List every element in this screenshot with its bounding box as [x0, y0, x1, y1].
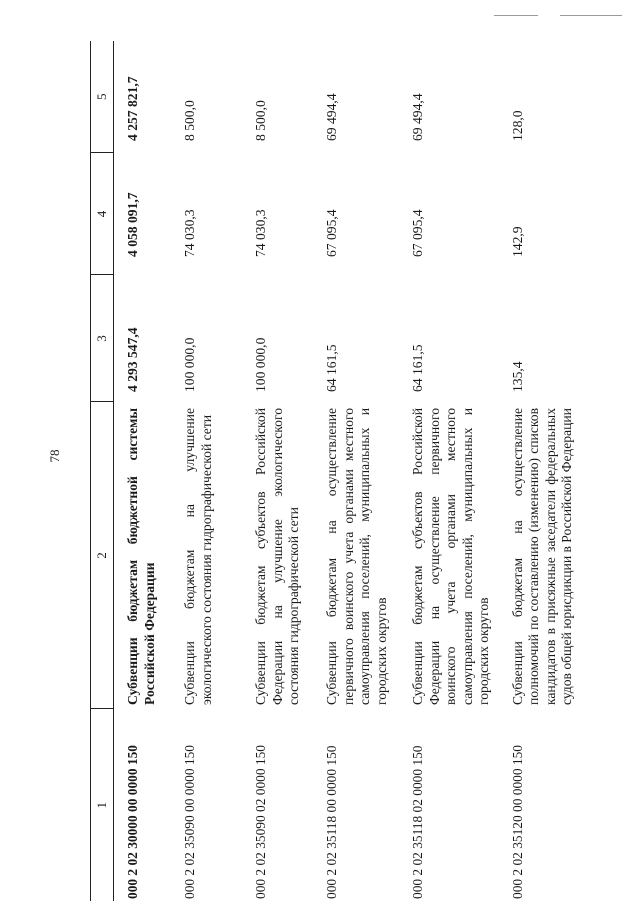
header-col-3: 3 [91, 275, 114, 402]
budget-code: 000 2 02 35120 00 0000 150 [509, 745, 525, 899]
budget-code: 000 2 02 30000 00 0000 150 [125, 745, 140, 899]
amount-col-4: 4 058 091,7 [125, 192, 140, 257]
amount-col-5: 69 494,4 [324, 93, 339, 141]
scan-edge-line [494, 15, 538, 16]
item-description: Субвенции бюджетам на осуществление первичного воинского учета органами местного самоуправления поселений, муниципальных и городских округов [324, 408, 389, 705]
item-description: Субвенции бюджетам субъектов Российской Федерации на осуществление первичного воинского учета органами местного самоуправления поселений, муниципальных и городских округов [410, 408, 491, 705]
budget-code: 000 2 02 35118 00 0000 150 [324, 745, 339, 899]
table-row [242, 41, 315, 901]
table-row [114, 41, 170, 901]
page-number: 78 [47, 449, 62, 463]
header-col-1: 1 [91, 709, 114, 901]
header-row [91, 41, 114, 901]
table-row [315, 41, 404, 901]
amount-col-3: 135,4 [509, 361, 525, 392]
amount-col-4: 74 030,3 [253, 209, 268, 257]
amount-col-5: 8 500,0 [182, 100, 197, 141]
amount-col-4: 67 095,4 [410, 209, 425, 257]
scan-edge-line [560, 15, 622, 16]
table-row [169, 41, 242, 901]
amount-col-5: 4 257 821,7 [125, 76, 140, 141]
budget-code: 000 2 02 35090 00 0000 150 [182, 745, 197, 899]
item-description: Субвенции бюджетам на осуществление полномочий по составлению (изменению) списков кандидатов в присяжные заседатели федеральных судов общей юрисдикции в Российской Федерации [509, 408, 574, 705]
budget-code: 000 2 02 35090 02 0000 150 [253, 745, 268, 899]
budget-table [90, 41, 608, 901]
budget-table-rotated [90, 41, 574, 901]
amount-col-5: 8 500,0 [253, 100, 268, 141]
amount-col-3: 100 000,0 [253, 337, 268, 392]
amount-col-3: 64 161,5 [410, 344, 425, 392]
table-row [499, 41, 608, 901]
item-description: Субвенции бюджетам бюджетной системы Российской Федерации [125, 408, 157, 705]
amount-col-3: 100 000,0 [182, 337, 197, 392]
item-description: Субвенции бюджетам на улучшение экологического состояния гидрографической сети [182, 408, 214, 705]
amount-col-5: 128,0 [509, 110, 525, 141]
item-description: Субвенции бюджетам субъектов Российской Федерации на улучшение экологического состояния гидрографической сети [253, 408, 301, 705]
amount-col-4: 74 030,3 [182, 209, 197, 257]
header-col-2: 2 [91, 402, 114, 709]
table-row [404, 41, 499, 901]
amount-col-3: 64 161,5 [324, 344, 339, 392]
amount-col-3: 4 293 547,4 [125, 327, 140, 392]
budget-code: 000 2 02 35118 02 0000 150 [410, 745, 425, 899]
header-col-4: 4 [91, 153, 114, 275]
amount-col-4: 142,9 [509, 226, 525, 257]
amount-col-5: 69 494,4 [410, 93, 425, 141]
amount-col-4: 67 095,4 [324, 209, 339, 257]
header-col-5: 5 [91, 41, 114, 153]
